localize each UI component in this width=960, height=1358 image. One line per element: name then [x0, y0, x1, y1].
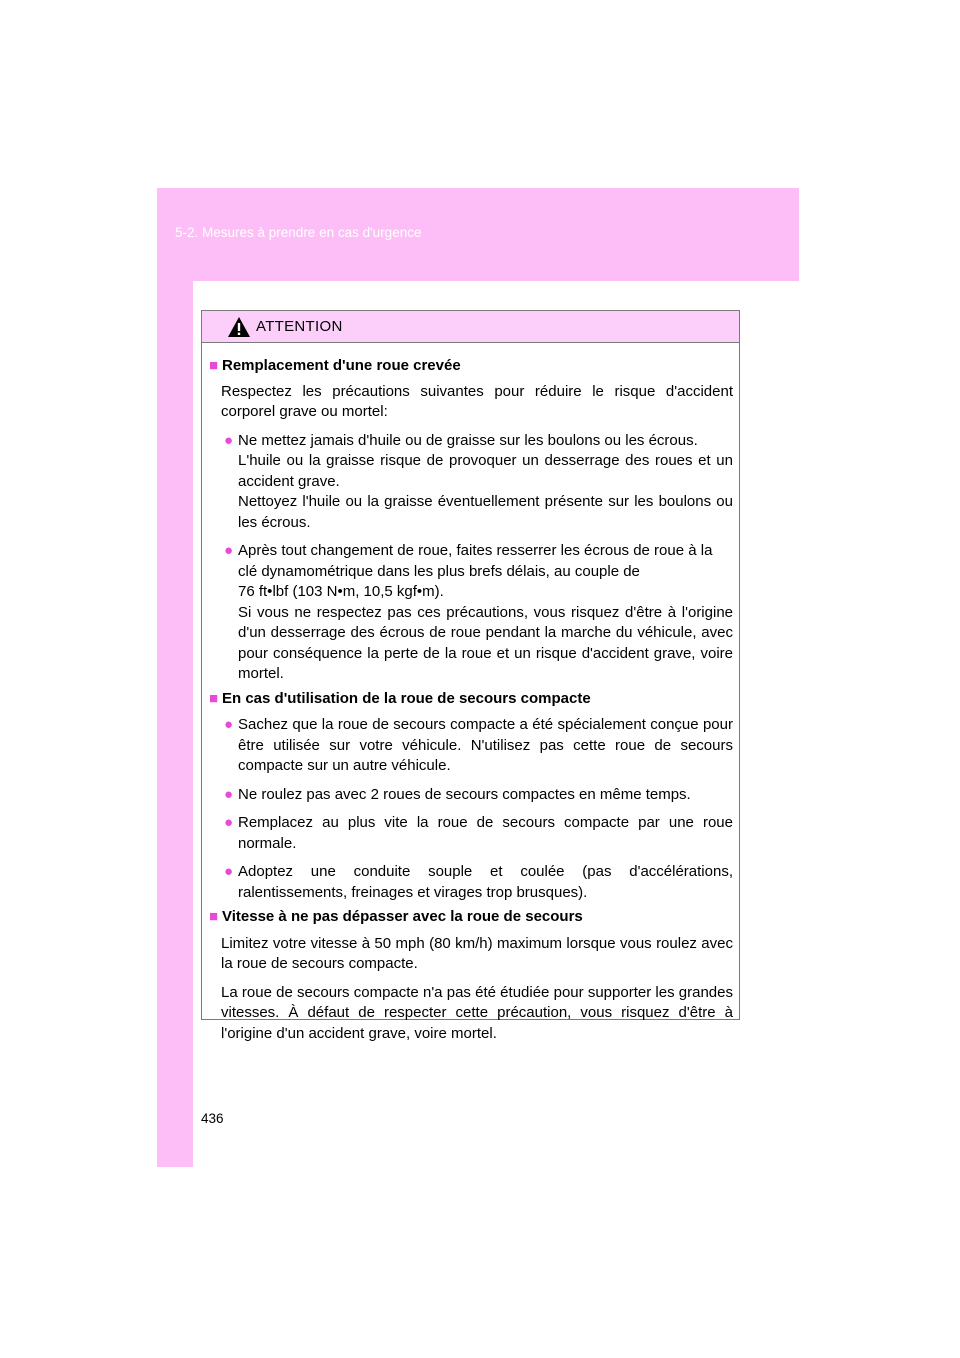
list-item	[224, 785, 733, 806]
bullet-line: Si vous ne respectez pas ces précautions, vous risquez d'être à l'origine d'un desserrage des écrous de roue pendant la marche du véhicule, avec pour conséquence la perte de la roue et un risque d'accident grave, voire mortel.	[238, 603, 733, 682]
bullet-line: Nettoyez l'huile ou la graisse éventuellement présente sur les boulons ou les écrous.	[238, 493, 733, 531]
list-item	[224, 541, 733, 685]
section-paragraph: Limitez votre vitesse à 50 mph (80 km/h) maximum lorsque vous roulez avec la roue de secours compacte.	[221, 934, 733, 972]
page-number: 436	[201, 1111, 224, 1126]
list-item	[224, 862, 733, 903]
section-heading	[209, 356, 733, 377]
round-bullet-icon: ●	[224, 542, 234, 559]
square-bullet-icon: ■	[209, 689, 219, 707]
list-item	[224, 431, 733, 534]
bullet-line: Après tout changement de roue, faites resserrer les écrous de roue à la clé dynamométrique dans les plus brefs délais, au couple de	[238, 542, 713, 580]
round-bullet-icon: ●	[224, 785, 234, 803]
section-heading-text: Vitesse à ne pas dépasser avec la roue de secours	[222, 908, 583, 925]
side-strip	[157, 281, 193, 1167]
section-title: 5-2. Mesures à prendre en cas d'urgence	[175, 225, 422, 240]
bullet-line: 76 ft•lbf (103 N•m, 10,5 kgf•m).	[238, 583, 444, 600]
round-bullet-icon: ●	[224, 814, 234, 831]
list-item	[224, 715, 733, 777]
caution-box	[201, 310, 740, 1042]
section-heading-text: Remplacement d'une roue crevée	[222, 357, 461, 374]
square-bullet-icon: ■	[209, 908, 219, 925]
round-bullet-icon: ●	[224, 863, 234, 880]
round-bullet-icon: ●	[224, 431, 234, 449]
section-heading-text: En cas d'utilisation de la roue de secours compacte	[222, 689, 591, 707]
section-heading	[209, 907, 733, 928]
bullet-line: L'huile ou la graisse risque de provoquer un desserrage des roues et un accident grave.	[238, 452, 733, 490]
section-heading	[209, 689, 733, 710]
bullet-line: Ne roulez pas avec 2 roues de secours compactes en même temps.	[238, 785, 691, 803]
round-bullet-icon: ●	[224, 716, 234, 733]
square-bullet-icon: ■	[209, 357, 219, 374]
list-item	[224, 813, 733, 854]
warning-triangle-icon	[227, 316, 251, 338]
section-paragraph: La roue de secours compacte n'a pas été étudiée pour supporter les grandes vitesses. À défaut de respecter cette précaution, vous risquez d'être à l'origine d'un accident grave, voire mortel.	[221, 983, 733, 1042]
caution-body	[202, 343, 739, 1044]
bullet-line: Sachez que la roue de secours compacte a été spécialement conçue pour être utilisée sur votre véhicule. N'utilisez pas cette roue de secours compacte sur un autre véhicule.	[238, 716, 733, 774]
caution-title: ATTENTION	[256, 318, 343, 335]
caution-header	[202, 311, 739, 343]
bullet-line: Remplacez au plus vite la roue de secours compacte par une roue normale.	[238, 814, 733, 852]
section-intro: Respectez les précautions suivantes pour réduire le risque d'accident corporel grave ou mortel:	[221, 382, 733, 420]
bullet-line: Adoptez une conduite souple et coulée (pas d'accélérations, ralentissements, freinages et virages trop brusques).	[238, 863, 733, 901]
bullet-line: Ne mettez jamais d'huile ou de graisse sur les boulons ou les écrous.	[238, 431, 698, 449]
